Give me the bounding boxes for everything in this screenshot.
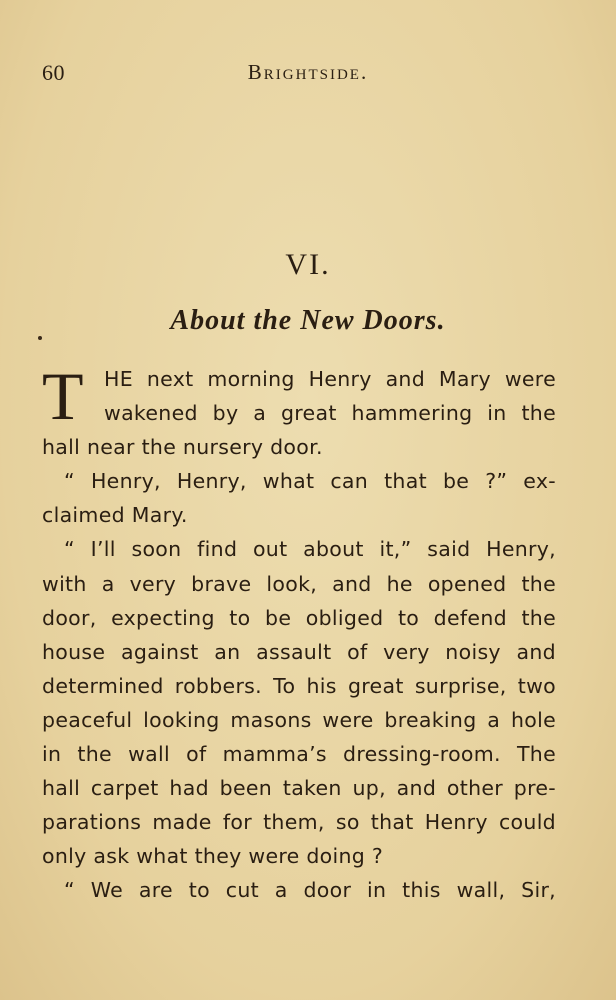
text-line: determined robbers. To his great surprise, two	[42, 673, 556, 698]
text-line: only ask what they were doing ?	[42, 844, 384, 869]
text-line: wakened by a great hammering in the	[104, 401, 556, 426]
body-text	[42, 358, 556, 908]
ink-speck	[38, 336, 42, 340]
running-head: Brightside.	[247, 60, 369, 84]
text-line: “ I’ll soon find out about it,” said Henry,	[64, 537, 556, 562]
text-line: claimed Mary.	[42, 503, 188, 528]
text-line: hall near the nursery door.	[42, 435, 323, 460]
text-line: HE next morning Henry and Mary were	[104, 367, 556, 391]
text-line: hall carpet had been taken up, and other pre-	[42, 776, 556, 801]
text-line: “ Henry, Henry, what can that be ?” ex-	[64, 469, 556, 494]
text-line: parations made for them, so that Henry could	[42, 810, 556, 835]
text-line: peaceful looking masons were breaking a hole	[42, 707, 556, 732]
text-line: in the wall of mamma’s dressing-room. The	[42, 742, 556, 767]
text-line: with a very brave look, and he opened the	[42, 571, 556, 596]
chapter-title: About the New Doors.	[170, 305, 446, 336]
chapter-number: VI.	[285, 248, 331, 281]
page-number: 60	[42, 60, 65, 85]
text-line: door, expecting to be obliged to defend the	[42, 605, 556, 630]
text-line: “ We are to cut a door in this wall, Sir,	[64, 878, 556, 903]
text-line: house against an assault of very noisy and	[42, 639, 556, 664]
drop-cap: T	[42, 358, 84, 434]
